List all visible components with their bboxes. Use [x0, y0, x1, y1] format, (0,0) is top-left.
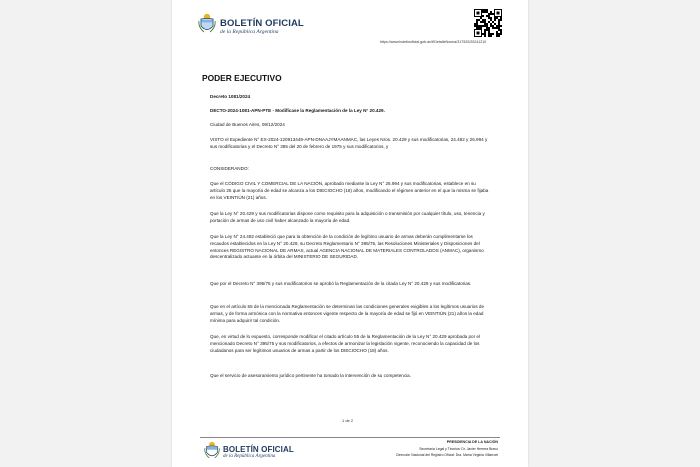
page-number: 1 de 2 — [342, 418, 354, 423]
paragraph: Que, en virtud de lo expuesto, corresponde modificar el citado artículo 55 de la Reglamentación de la Ley N° 20.429 aprobada por el mencionado Decreto N° 395/75 y sus modificatorios, a efectos de armonizar la legislación vigente, reconociendo la capacidad de los ciudadanos para ser legítimos usuarios de armas a partir de los DIECIOCHO (18) años. — [210, 334, 480, 353]
paragraph: Que el servicio de asesoramiento jurídico pertinente ha tomado la intervención de su competencia. — [210, 373, 411, 378]
decree-title: DECTO-2024-1081-APN-PTE - Modifícase la Reglamentación de la Ley N° 20.429. — [210, 108, 385, 113]
paragraph: VISTO el Expediente N° EX-2024-120913449-APN-DNAAJYMAANMAC, las Leyes Nros. 20.429 y sus modificatorias, 24.492 y 26.994 y sus modificatorias y el Decreto N° 395 del 20 de febrero de 1975 y sus modificatorios, y — [210, 137, 488, 149]
coat-of-arms-icon — [204, 440, 220, 460]
decree-number: Decreto 1081/2024 — [210, 94, 251, 99]
paragraph: Que la Ley N° 24.492 estableció que para la obtención de la condición de legítimo usuario de armas deberán cumplimentarse los recaudos establecidos en la Ley N° 20.429, su Decreto Reglamentario N° 395/75, las Resoluciones Ministeriales y Disposiciones del entonces REGISTRO NACIONAL DE ARMAS, actual AGENCIA NACIONAL DE MATERIALES CONTROLADOS (ANMAC), organismo descentralizado actuante en la órbita del MINISTERIO DE SEGURIDAD. — [210, 234, 484, 260]
footer-brand-subtitle: de la República Argentina — [223, 454, 276, 459]
brand-title: BOLETÍN OFICIAL — [220, 18, 304, 29]
paragraph: Que en el artículo 55 de la mencionada Reglamentación se determinan las condiciones generales exigibles a los legítimos usuarios de armas, y de forma armónica con la normativa entonces vigente respecto de la mayoría de edad se fijó en VEINTIÚN (21) años la edad mínima para adquirir tal condición. — [210, 304, 485, 323]
qr-code-icon — [474, 9, 502, 37]
paragraph: Que la Ley N° 20.429 y sus modificatorias dispone como requisito para la adquisición o transmisión por cualquier título, uso, tenencia y portación de armas de uso civil haber alcanzado la mayoría de edad. — [210, 211, 485, 223]
footer-directorate: Dirección Nacional del Registro Oficial: Dra. María Virginia Villarroel — [396, 453, 498, 457]
coat-of-arms-icon — [198, 12, 216, 34]
paragraph: CONSIDERANDO: — [210, 166, 249, 171]
footer-secretary: Secretaría Legal y Técnica: Dr. Javier Herrera Bravo — [419, 447, 498, 451]
document-page — [172, 0, 528, 467]
brand-subtitle: de la República Argentina — [220, 29, 279, 35]
footer-brand-title: BOLETÍN OFICIAL — [223, 445, 294, 454]
section-heading: PODER EJECUTIVO — [202, 73, 282, 83]
footer-presidency: PRESIDENCIA DE LA NACIÓN — [446, 440, 498, 444]
document-url-link[interactable]: https://www.boletinoficial.gob.ar/#!DetalleNorma/317920/20241210 — [380, 40, 487, 44]
paragraph: Que el CÓDIGO CIVIL Y COMERCIAL DE LA NACIÓN, aprobado mediante la Ley N° 26.994 y sus modificatorias, establece en su artículo 25 que la mayoría de edad se alcanza a los DIECIOCHO (18) años, modificando el régimen anterior en el que la misma se fijaba en los VEINTIÚN (21) años. — [210, 181, 489, 200]
footer-divider — [200, 437, 500, 438]
paragraph: Que por el Decreto N° 395/75 y sus modificatorios se aprobó la Reglamentación de la citada Ley N° 20.429 y sus modificatorias. — [210, 281, 472, 286]
paragraph: Ciudad de Buenos Aires, 09/12/2024 — [210, 122, 285, 127]
